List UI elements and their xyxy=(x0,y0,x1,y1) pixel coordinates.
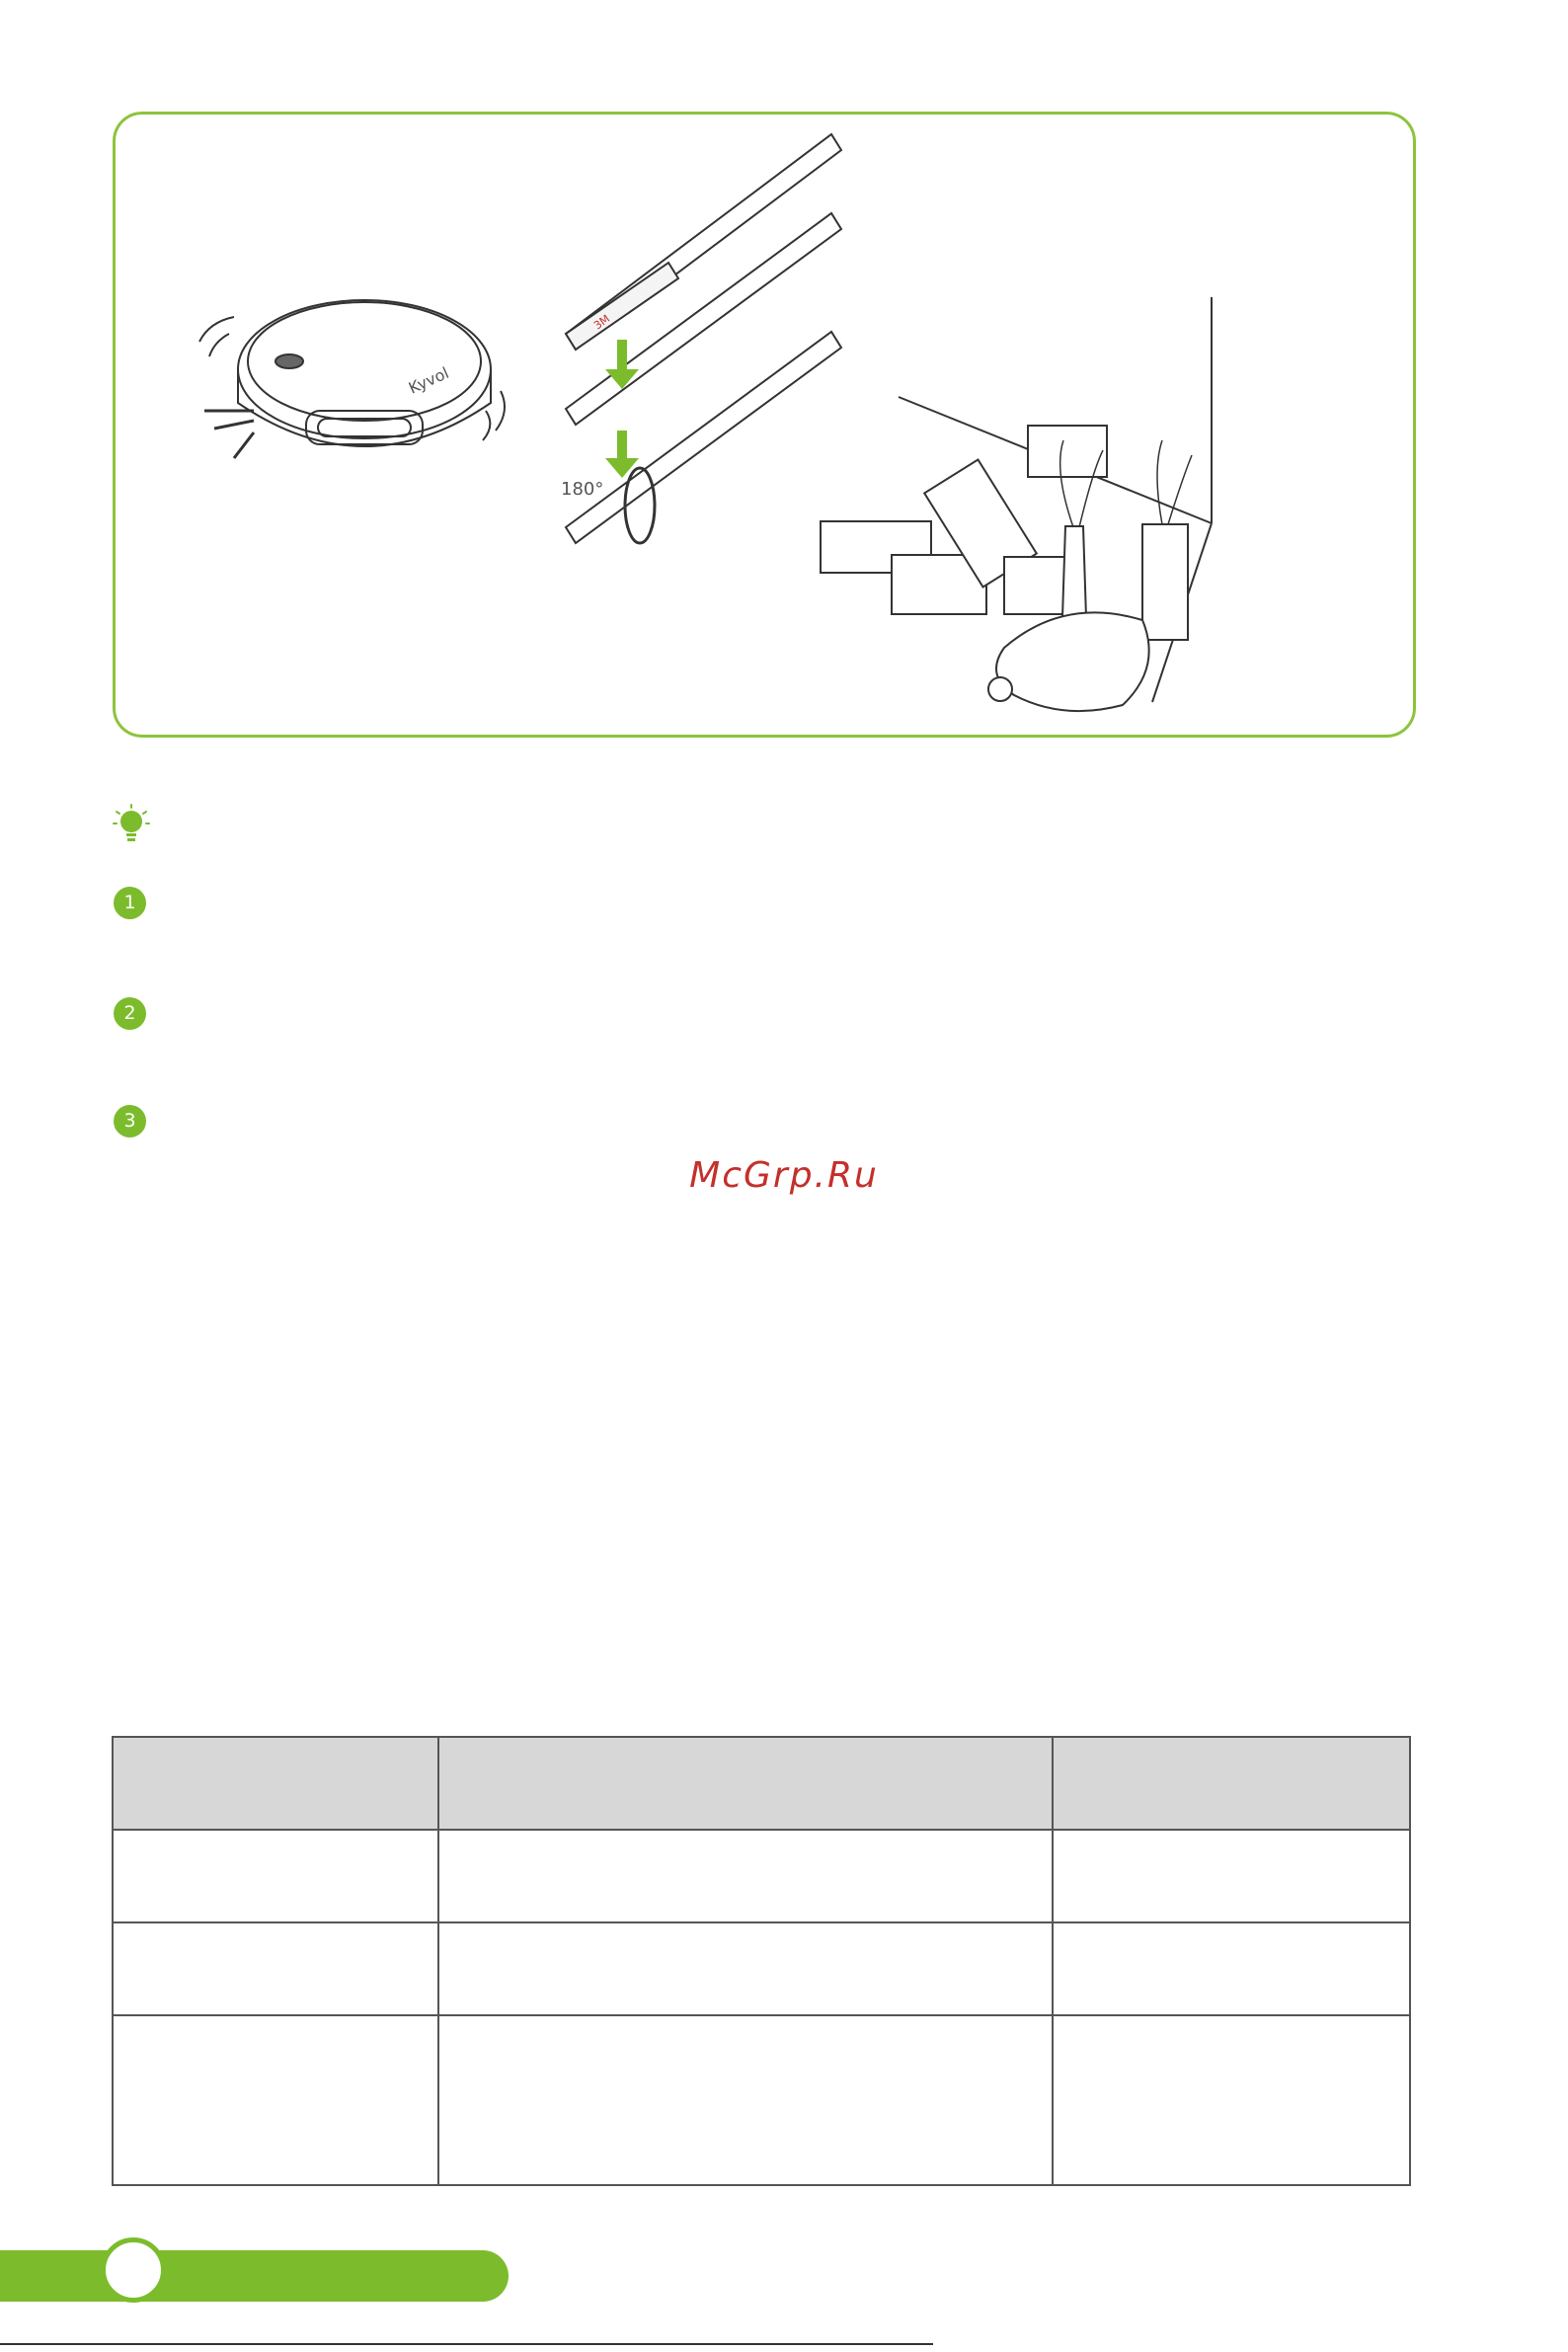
step-3-badge: 3 xyxy=(114,1105,146,1137)
watermark-text: McGrp.Ru xyxy=(689,1155,879,1196)
rotation-180-label: 180° xyxy=(561,479,604,500)
table-header-cell xyxy=(113,1737,438,1830)
table-cell xyxy=(1053,1922,1410,2015)
bottom-rule xyxy=(0,2343,933,2345)
table-header-cell xyxy=(1053,1737,1410,1830)
robot-brand-label: Kyvol xyxy=(405,363,452,398)
illustration-drawing xyxy=(116,115,1419,741)
table-cell xyxy=(438,1830,1053,1922)
room-obstacles-illustration xyxy=(821,297,1212,711)
table-cell xyxy=(438,2015,1053,2185)
lightbulb-icon xyxy=(112,804,151,843)
tape-strips-illustration xyxy=(566,134,841,543)
robot-vacuum-illustration xyxy=(199,300,505,458)
table-row xyxy=(113,1830,1410,1922)
page-number-circle xyxy=(101,2237,166,2303)
table-header-row xyxy=(113,1737,1410,1830)
table-row xyxy=(113,2015,1410,2185)
illustration-panel xyxy=(113,112,1416,738)
table-cell xyxy=(113,1830,438,1922)
table-cell xyxy=(113,1922,438,2015)
table-row xyxy=(113,1922,1410,2015)
table-header-cell xyxy=(438,1737,1053,1830)
spec-table xyxy=(112,1736,1411,2186)
table-cell xyxy=(438,1922,1053,2015)
table-cell xyxy=(113,2015,438,2185)
step-1-badge: 1 xyxy=(114,887,146,919)
tape-3m-label: 3M xyxy=(591,312,613,333)
step-2-badge: 2 xyxy=(114,997,146,1030)
table-cell xyxy=(1053,1830,1410,1922)
table-cell xyxy=(1053,2015,1410,2185)
footer-bar xyxy=(0,2250,509,2302)
